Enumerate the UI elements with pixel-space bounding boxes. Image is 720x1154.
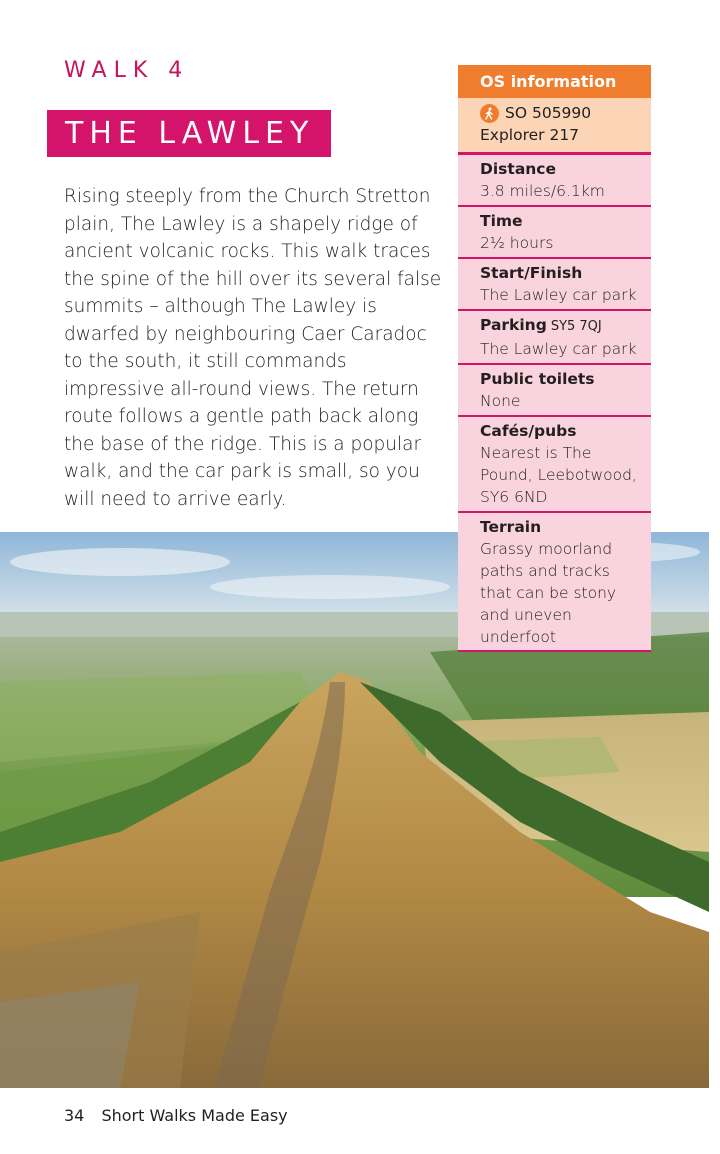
distance-section (458, 155, 651, 207)
distance-label: Distance (480, 160, 557, 178)
cafes-value: Nearest is The Pound, Leebotwood, SY6 6ND (480, 444, 637, 506)
terrain-section (458, 513, 651, 652)
os-info-header: OS information (458, 65, 651, 98)
os-map-name: Explorer 217 (480, 126, 580, 144)
time-section (458, 207, 651, 259)
os-grid-ref: SO 505990 (505, 104, 592, 122)
time-value: 2½ hours (480, 234, 554, 252)
book-title: Short Walks Made Easy (101, 1106, 288, 1125)
walk-title-text: THE LAWLEY (65, 116, 315, 151)
distance-value: 3.8 miles/6.1km (480, 182, 605, 200)
cafes-label: Cafés/pubs (480, 422, 577, 440)
parking-section (458, 311, 651, 365)
parking-label: Parking (480, 316, 547, 334)
page-number: 34 (64, 1106, 85, 1125)
info-panel (458, 65, 651, 652)
toilets-section (458, 365, 651, 417)
toilets-value: None (480, 392, 521, 410)
start-finish-label: Start/Finish (480, 264, 583, 282)
intro-paragraph: Rising steeply from the Church Stretton plain, The Lawley is a shapely ridge of ancient volcanic rocks. This walk traces the spine of the hill over its several false summits – although The Lawley is dwarfed by neighbouring Caer Caradoc to the south, it still commands impressive all-round views. The return route follows a gentle path back along the base of the ridge. This is a popular walk, and the car park is small, so you will need to arrive early. (64, 186, 442, 510)
terrain-value: Grassy moorland paths and tracks that can be stony and uneven underfoot (480, 540, 617, 646)
parking-postcode: SY5 7QJ (550, 319, 602, 334)
time-label: Time (480, 212, 523, 230)
cafes-section (458, 417, 651, 513)
toilets-label: Public toilets (480, 370, 595, 388)
os-info-body (458, 98, 651, 155)
walker-icon (480, 104, 499, 123)
parking-value: The Lawley car park (480, 340, 637, 358)
walk-number-label: WALK 4 (64, 58, 190, 83)
walk-title (47, 110, 331, 157)
start-finish-value: The Lawley car park (480, 286, 637, 304)
terrain-label: Terrain (480, 518, 542, 536)
page-footer (64, 1106, 288, 1125)
parking-heading (480, 314, 643, 338)
start-finish-section (458, 259, 651, 311)
os-grid-ref-line (480, 102, 643, 124)
